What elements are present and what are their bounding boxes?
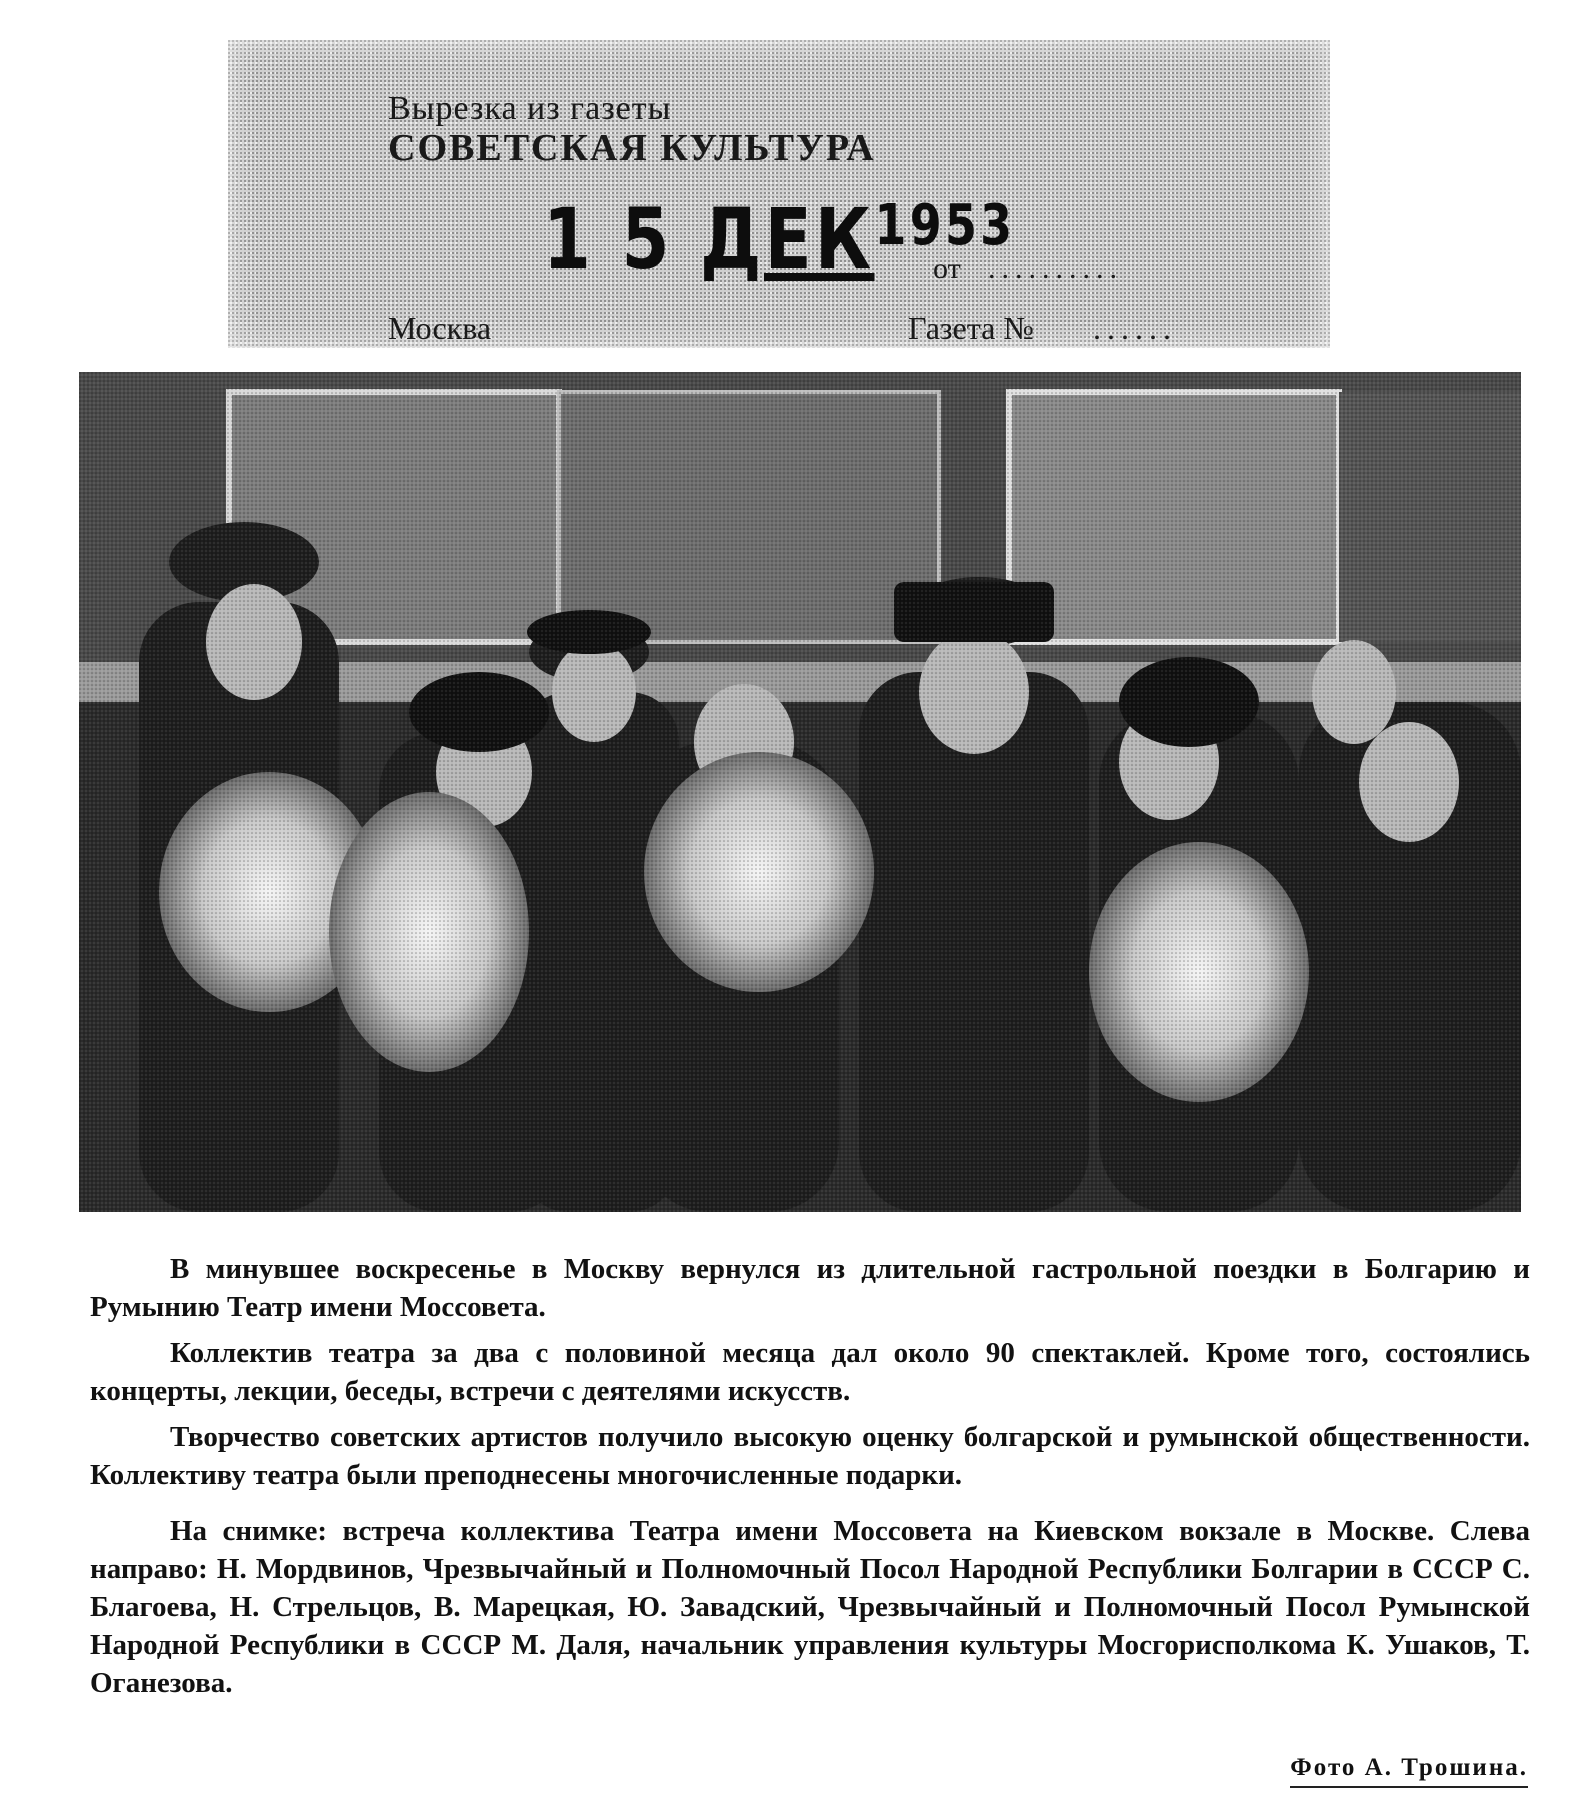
- gazeta-number-dots: ......: [1093, 310, 1177, 346]
- from-dots: ..........: [988, 252, 1123, 285]
- article-paragraph: Коллектив театра за два с половиной месяца дал около 90 спектаклей. Кроме того, состоялись концерты, лекции, беседы, встречи с деятелями искусств.: [90, 1337, 1530, 1407]
- article-body: [90, 1250, 1530, 1710]
- photograph-illustration: [79, 372, 1521, 1212]
- clipping-header-label: [228, 40, 1330, 348]
- from-label: от: [933, 252, 961, 285]
- clipping-label: Вырезка из газеты: [388, 90, 672, 127]
- photo-credit: Фото А. Трошина.: [1290, 1754, 1528, 1788]
- newspaper-name: СОВЕТСКАЯ КУЛЬТУРА: [388, 127, 876, 169]
- photo-caption: На снимке: встреча коллектива Театра имени Моссовета на Киевском вокзале в Москве. Слева направо: Н. Мордвинов, Чрезвычайный и Полномочный Посол Народной Республики Болгарии в СССР С. Благоева, Н. Стрельцов, В. Марецкая, Ю. Завадский, Чрезвычайный и Полномочный Посол Румынской Народной Республики в СССР М. Даля, начальник управления культуры Мосгорисполкома К. Ушаков, Т. Оганезова.: [90, 1515, 1530, 1699]
- news-photograph: [79, 372, 1521, 1212]
- article-paragraph: В минувшее воскресенье в Москву вернулся из длительной гастрольной поездки в Болгарию и Румынию Театр имени Моссовета.: [90, 1253, 1530, 1323]
- date-stamp-month: ДЕК: [699, 190, 875, 288]
- date-stamp-year: 1953: [874, 193, 1016, 258]
- gazeta-number-label: Газета №: [908, 310, 1034, 346]
- city-label: Москва: [388, 310, 492, 346]
- article-paragraph: Творчество советских артистов получило высокую оценку болгарской и румынской общественности. Коллективу театра были преподнесены многочисленные подарки.: [90, 1421, 1530, 1491]
- date-stamp-day: 1 5: [543, 190, 673, 288]
